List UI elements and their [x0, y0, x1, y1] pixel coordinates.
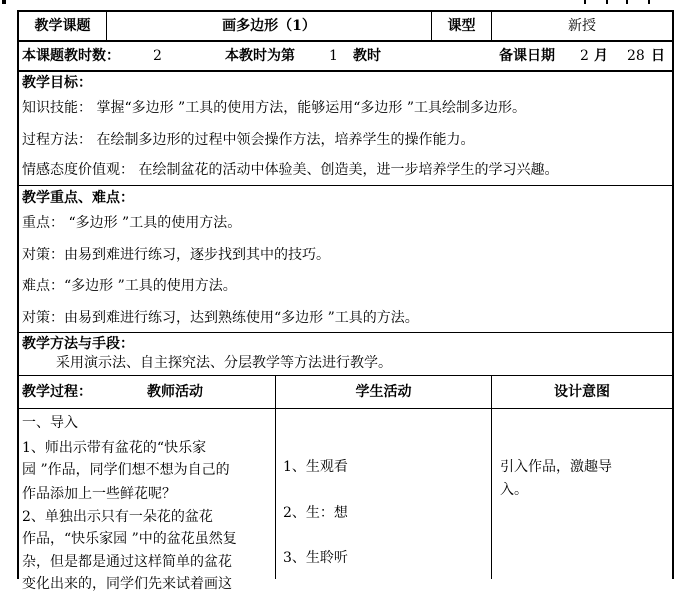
date-day-unit: 日 [651, 48, 665, 64]
teacher-line: 变化出来的，同学们先来试着画这 [22, 576, 232, 592]
process-label: 教学过程： [22, 384, 92, 400]
teacher-line: 作品，“快乐家园 ”中的盆花虽然复 [22, 531, 237, 547]
type-label: 课型 [447, 18, 476, 34]
rule-h-top [17, 10, 673, 12]
date-label: 备课日期 [499, 48, 555, 64]
intent-line: 入。 [500, 482, 528, 498]
current-lesson-suffix: 教时 [353, 48, 381, 64]
rule-h-info [17, 70, 673, 72]
rule-v-right [672, 10, 674, 579]
keypoint-key-strategy: 对策：由易到难进行练习，逐步找到其中的技巧。 [22, 247, 330, 263]
rule-v-process-1 [275, 375, 276, 579]
design-intent-header: 设计意图 [554, 384, 610, 400]
type-value: 新授 [568, 18, 596, 34]
date-day: 28 [627, 48, 645, 64]
topic-label: 教学课题 [34, 18, 91, 34]
keypoints-title: 教学重点、难点： [22, 190, 134, 206]
objectives-title: 教学目标： [22, 75, 92, 91]
teacher-line: 1、师出示带有盆花的“快乐家 [22, 440, 207, 456]
topic-value: 画多边形（1） [222, 18, 316, 34]
objective-process: 过程方法： 在绘制多边形的过程中领会操作方法，培养学生的操作能力。 [22, 132, 475, 148]
methods-text: 采用演示法、自主探究法、分层教学等方法进行教学。 [56, 355, 392, 371]
teacher-line: 2、单独出示只有一朵花的盆花 [22, 509, 213, 525]
teacher-line: 园 ”作品，同学们想不想为自己的 [22, 462, 230, 478]
student-item: 3、生聆听 [283, 550, 348, 566]
rule-v-left [17, 10, 19, 579]
cropped-top-text [0, 0, 688, 4]
keypoint-key: 重点： “多边形 ”工具的使用方法。 [22, 215, 242, 231]
objective-knowledge: 知识技能： 掌握“多边形 ”工具的使用方法，能够运用“多边形 ”工具绘制多边形。 [22, 100, 526, 116]
rule-h-methods [17, 375, 673, 376]
teacher-line: 作品添加上一些鲜花呢？ [22, 486, 176, 502]
current-lesson-label: 本教时为第 [225, 48, 295, 64]
student-activity-header: 学生活动 [355, 384, 412, 400]
objective-attitude: 情感态度价值观： 在绘制盆花的活动中体验美、创造美，进一步培养学生的学习兴趣。 [22, 162, 559, 178]
rule-v-process-2 [491, 375, 492, 579]
current-lesson-value: 1 [329, 48, 338, 64]
rule-h-keypoints [17, 332, 673, 333]
keypoint-difficulty: 难点：“多边形 ”工具的使用方法。 [22, 278, 237, 294]
date-month-unit: 月 [594, 48, 608, 64]
teacher-activity-header: 教师活动 [147, 384, 203, 400]
hours-label: 本课题教时数： [22, 48, 120, 64]
teacher-line: 一、导入 [22, 415, 78, 431]
date-month: 2 [580, 48, 589, 64]
teacher-line: 杂，但是都是通过这样简单的盆花 [22, 554, 232, 570]
keypoint-diff-strategy: 对策：由易到难进行练习，达到熟练使用“多边形 ”工具的方法。 [22, 310, 419, 326]
rule-h-objectives [17, 185, 673, 186]
hours-value: 2 [153, 48, 162, 64]
rule-h-header [17, 40, 673, 42]
student-item: 1、生观看 [283, 459, 348, 475]
methods-title: 教学方法与手段： [22, 336, 134, 352]
student-item: 2、生：想 [283, 505, 348, 521]
rule-h-process-head [17, 408, 673, 409]
intent-line: 引入作品，激趣导 [500, 459, 612, 475]
